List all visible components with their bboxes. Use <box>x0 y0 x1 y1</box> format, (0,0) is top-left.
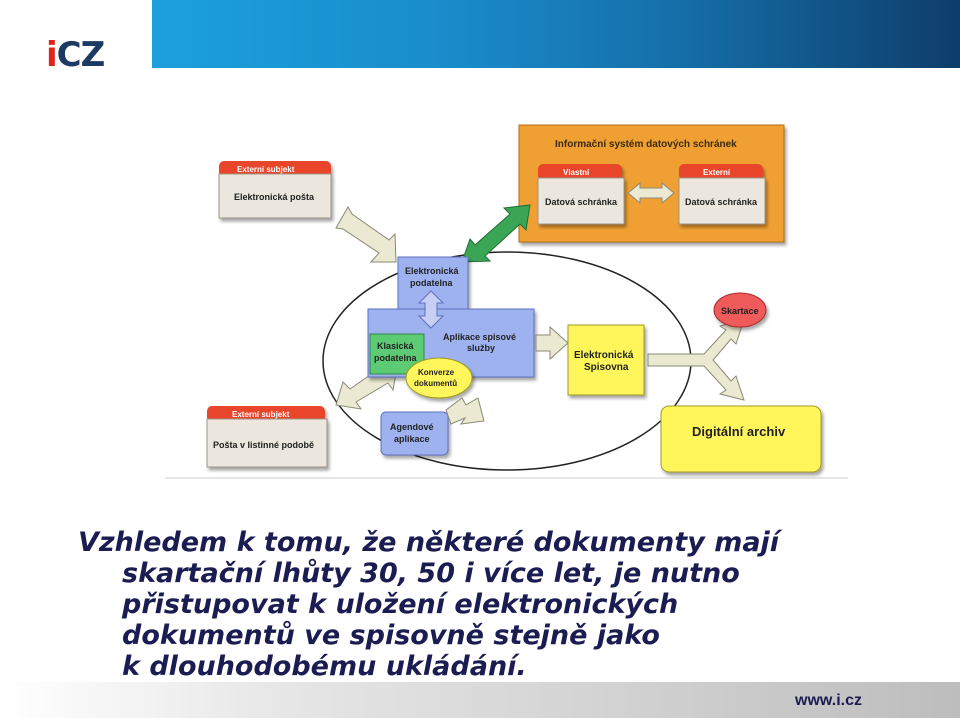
externi-tab: Externí <box>703 168 731 177</box>
agendove-line1: Agendové <box>390 422 434 432</box>
main-text-line-3: přistupovat k uložení elektronických <box>122 589 679 620</box>
epodatelna-line1: Elektronická <box>405 266 459 276</box>
espisovna-line1: Elektronická <box>574 350 634 361</box>
klasicka-line1: Klasická <box>377 341 414 351</box>
agendove-arrow <box>446 398 484 424</box>
spis-app-line2: služby <box>467 343 496 353</box>
main-paragraph <box>78 527 938 682</box>
spis-app-line1: Aplikace spisové <box>443 332 517 342</box>
konverze-line1: Konverze <box>418 368 455 377</box>
skartace-label: Skartace <box>721 306 759 316</box>
archiv-label: Digitální archiv <box>692 424 786 439</box>
ext-email-label: Elektronická pošta <box>234 192 315 202</box>
klasicka-line2: podatelna <box>374 353 417 363</box>
main-text-line-1: Vzhledem k tomu, že některé dokumenty mají <box>78 527 780 558</box>
konverze-line2: dokumentů <box>414 379 458 388</box>
footer-band <box>0 682 960 718</box>
main-text-line-5: k dlouhodobému ukládání. <box>122 651 527 682</box>
main-text-line-4: dokumentů ve spisovně stejně jako <box>122 620 660 651</box>
ext-email-tab: Externí subjekt <box>237 165 295 174</box>
ext-paper-tab: Externí subjekt <box>232 410 290 419</box>
to-spisovna-arrow <box>536 327 568 359</box>
konverze-ellipse <box>406 358 472 398</box>
email-in-arrow <box>336 207 396 262</box>
epodatelna-line2: podatelna <box>410 278 453 288</box>
archiv-box <box>661 406 821 472</box>
ext-paper-label: Pošta v listinné podobě <box>213 440 315 450</box>
vlastni-label: Datová schránka <box>545 197 618 207</box>
isds-title: Informační systém datových schránek <box>555 139 737 150</box>
icz-logo: iCZ <box>46 35 105 75</box>
fork-arrow <box>648 320 744 400</box>
vlastni-tab: Vlastní <box>563 168 590 177</box>
agendove-line2: aplikace <box>394 434 430 444</box>
externi-label: Datová schránka <box>685 197 758 207</box>
espisovna-line2: Spisovna <box>584 362 629 373</box>
footer-url[interactable]: www.i.cz <box>795 692 862 709</box>
main-text-line-2: skartační lhůty 30, 50 i více let, je nutno <box>122 558 740 589</box>
